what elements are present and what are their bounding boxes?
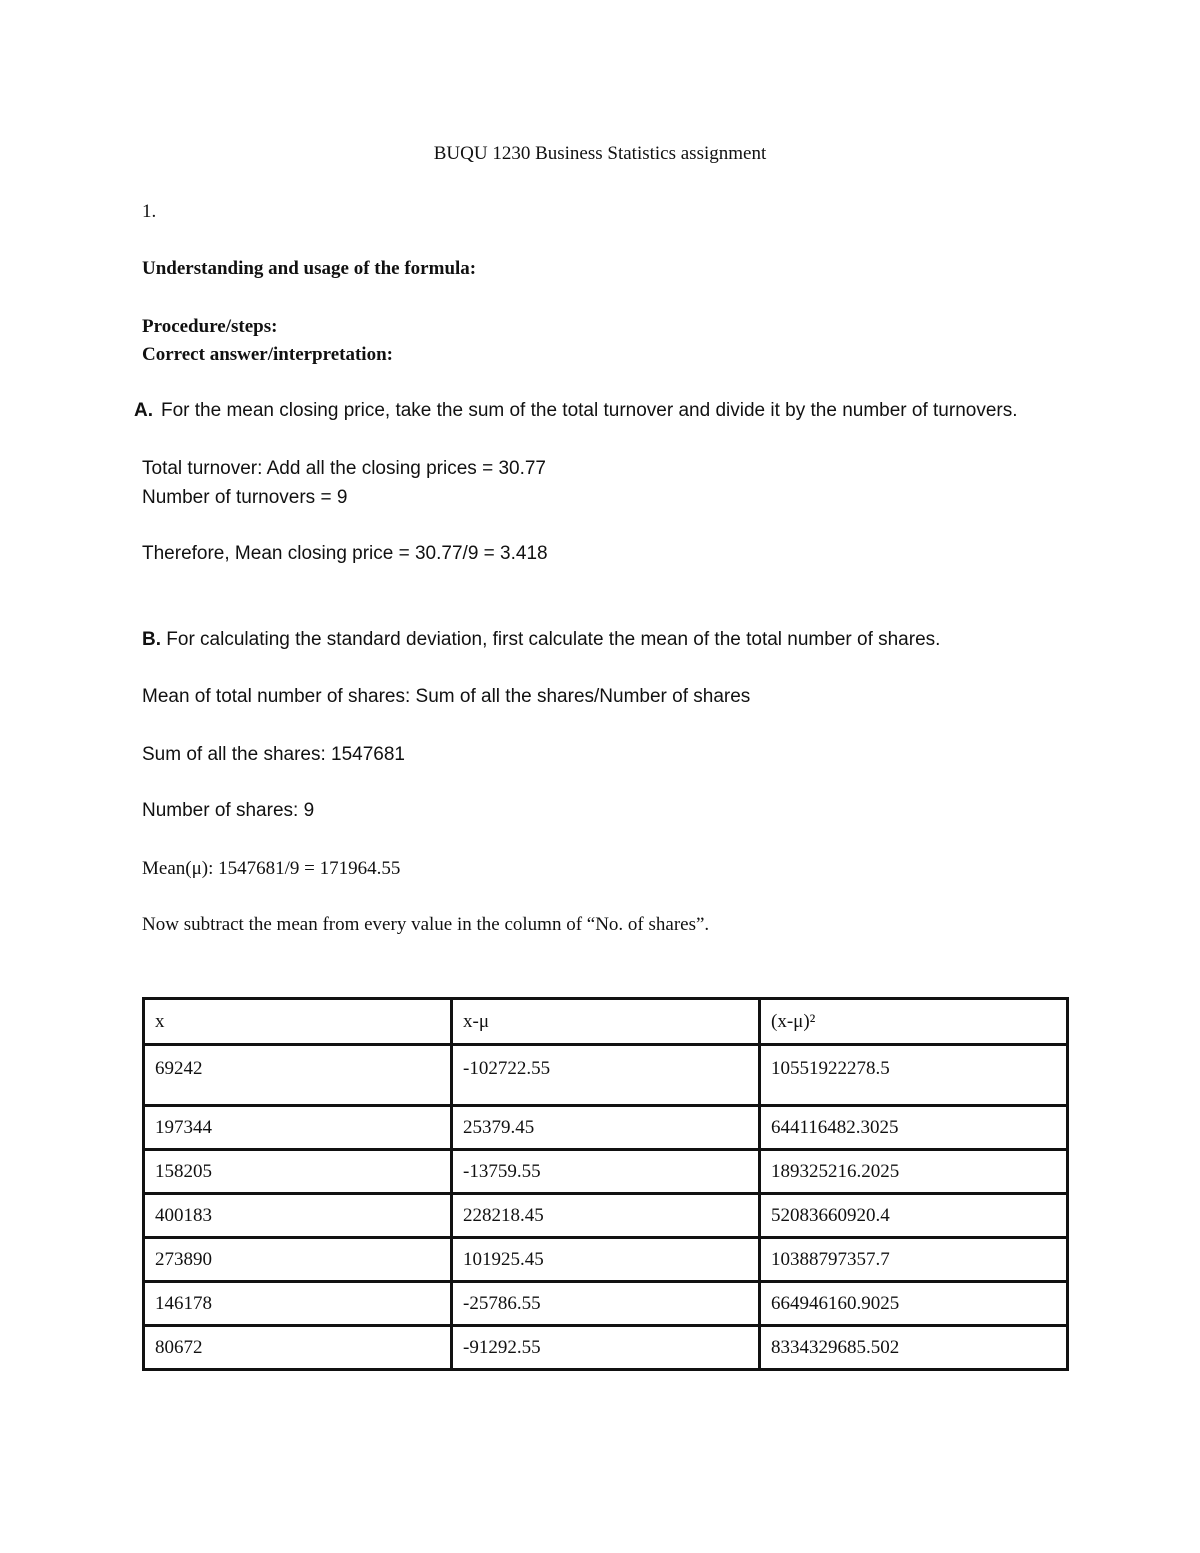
instruction-line: Now subtract the mean from every value in the column of “No. of shares”. [142,914,710,935]
table-cell: 158205 [144,1150,452,1194]
document-title: BUQU 1230 Business Statistics assignment [433,143,767,164]
table-row [144,1045,1068,1106]
part-a-text: For the mean closing price, take the sum of the total turnover and divide it by the number of turnovers. [161,400,1018,421]
table-cell: 80672 [144,1326,452,1370]
table-cell: 400183 [144,1194,452,1238]
section-number: 1. [142,201,157,222]
table-row [144,1326,1068,1370]
table-cell: -13759.55 [452,1150,760,1194]
mean-formula-line: Mean of total number of shares: Sum of all the shares/Number of shares [142,686,751,707]
table-cell: 189325216.2025 [760,1150,1068,1194]
heading-procedure: Procedure/steps: [142,316,278,337]
total-turnover-line: Total turnover: Add all the closing prices = 30.77 [142,458,546,479]
heading-correct-answer: Correct answer/interpretation: [142,344,393,365]
table-cell: -25786.55 [452,1282,760,1326]
part-a-paragraph [134,399,1018,423]
table-header-row [144,999,1068,1045]
table-cell: 644116482.3025 [760,1106,1068,1150]
table-cell: 69242 [144,1045,452,1106]
mean-value-line: Mean(μ): 1547681/9 = 171964.55 [142,858,401,879]
table-row [144,1106,1068,1150]
number-of-shares-line: Number of shares: 9 [142,800,315,821]
table-row [144,1282,1068,1326]
table-cell: 52083660920.4 [760,1194,1068,1238]
number-of-turnovers-line: Number of turnovers = 9 [142,487,348,508]
table-row [144,1238,1068,1282]
table-row [144,1150,1068,1194]
table-header-cell: x-μ [452,999,760,1045]
table-row [144,1194,1068,1238]
table-cell: 10551922278.5 [760,1045,1068,1106]
table-cell: 664946160.9025 [760,1282,1068,1326]
table-cell: 273890 [144,1238,452,1282]
table-header-cell: x [144,999,452,1045]
table-cell: -91292.55 [452,1326,760,1370]
deviation-table [142,997,1069,1371]
table-cell: 146178 [144,1282,452,1326]
table-cell: 10388797357.7 [760,1238,1068,1282]
table-cell: 101925.45 [452,1238,760,1282]
table-cell: 25379.45 [452,1106,760,1150]
mean-closing-price-line: Therefore, Mean closing price = 30.77/9 = 3.418 [142,543,548,564]
sum-of-shares-line: Sum of all the shares: 1547681 [142,744,406,765]
table-cell: 8334329685.502 [760,1326,1068,1370]
table-header-cell: (x-μ)² [760,999,1068,1045]
part-b-text: For calculating the standard deviation, first calculate the mean of the total number of shares. [161,629,941,650]
part-b-label: B. [142,629,161,650]
table-cell: 197344 [144,1106,452,1150]
table-cell: -102722.55 [452,1045,760,1106]
table-cell: 228218.45 [452,1194,760,1238]
part-a-label: A. [134,400,153,421]
part-b-paragraph [142,628,940,652]
heading-understanding: Understanding and usage of the formula: [142,258,477,279]
